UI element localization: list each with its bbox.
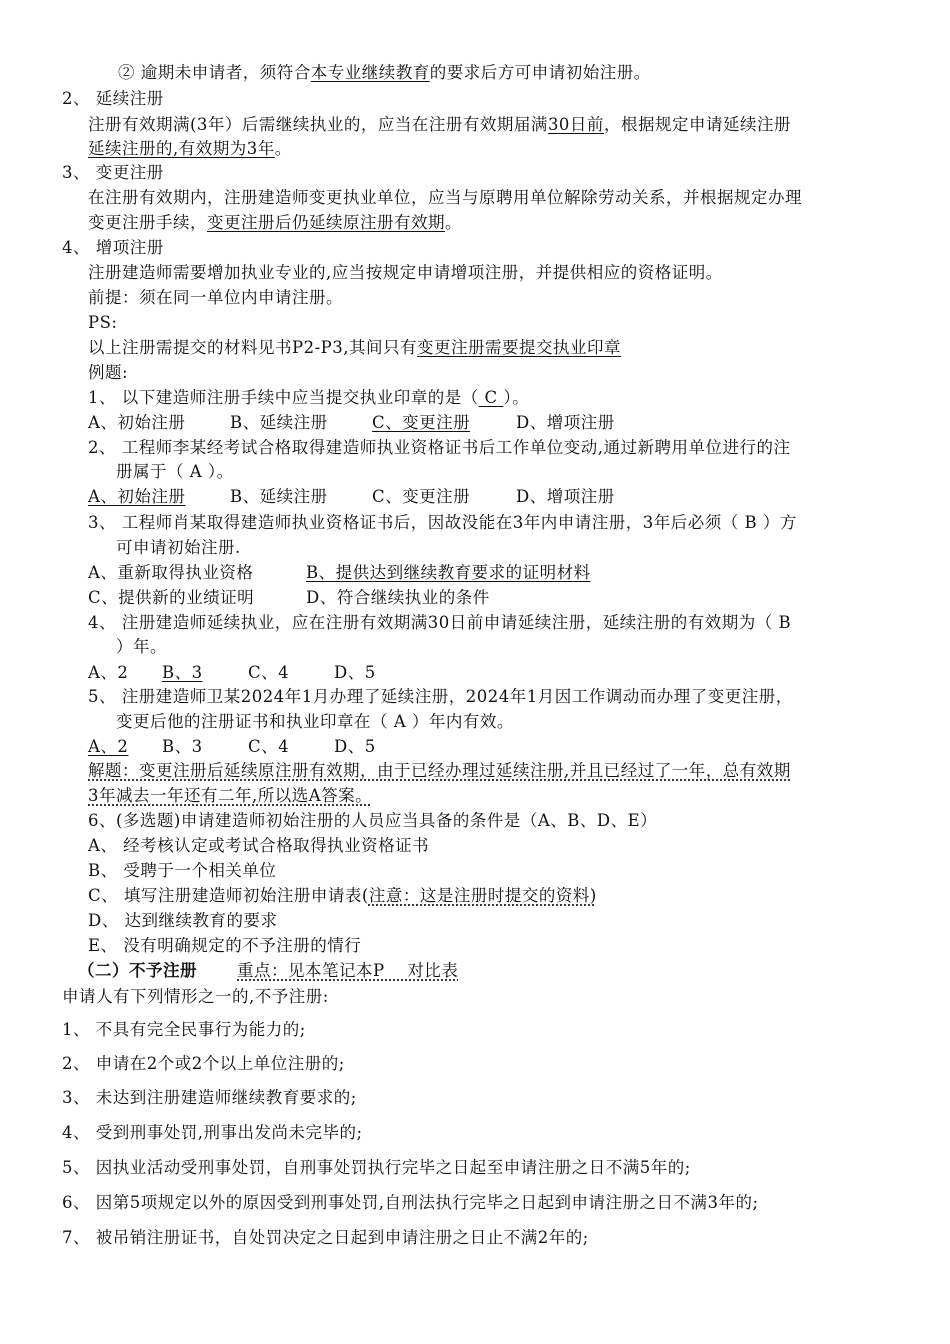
addition-line-1: 注册建造师需要增加执业专业的,应当按规定申请增项注册，并提供相应的资格证明。 bbox=[88, 263, 723, 282]
q4-option-a: A、2 bbox=[88, 663, 129, 682]
materials-text-b: 变更注册需要提交执业印章 bbox=[417, 338, 622, 357]
q3-line-2: 可申请初始注册. bbox=[116, 538, 241, 557]
q5-line-2: 变更后他的注册证书和执业印章在（ A ）年内有效。 bbox=[116, 712, 514, 731]
renewal-text-c: ，根据规定申请延续注册 bbox=[603, 115, 791, 134]
q1-stem-a: 1、 以下建造师注册手续中应当提交执业印章的是（ bbox=[88, 388, 479, 407]
q1-option-d: D、增项注册 bbox=[516, 413, 615, 432]
section-heading-change: 3、 变更注册 bbox=[62, 163, 164, 182]
renewal-line-2 bbox=[88, 138, 292, 160]
change-line-1: 在注册有效期内，注册建造师变更执业单位，应当与原聘用单位解除劳动关系，并根据规定办理 bbox=[88, 188, 802, 207]
q6-option-c bbox=[88, 885, 597, 907]
q4-line-2: ）年。 bbox=[116, 637, 167, 656]
intro-text-b: 本专业继续教育 bbox=[310, 63, 430, 82]
q3-option-d: D、符合继续执业的条件 bbox=[306, 588, 490, 607]
intro-text-a: ② 逾期未申请者，须符合 bbox=[118, 63, 311, 82]
q2-line-1: 2、 工程师李某经考试合格取得建造师执业资格证书后工作单位变动,通过新聘用单位进行的注 bbox=[88, 438, 791, 457]
q1-option-a: A、初始注册 bbox=[88, 413, 186, 432]
refusal-item-4: 4、 受到刑事处罚,刑事出发尚未完毕的; bbox=[62, 1123, 363, 1142]
q1-answer: C bbox=[478, 388, 504, 407]
example-label: 例题: bbox=[88, 363, 129, 382]
q6-stem: 6、(多选题)申请建造师初始注册的人员应当具备的条件是（A、B、D、E） bbox=[88, 811, 658, 830]
addition-line-2: 前提：须在同一单位内申请注册。 bbox=[88, 288, 343, 307]
q4-option-b: B、3 bbox=[162, 663, 203, 682]
q4-option-c: C、4 bbox=[248, 663, 290, 682]
q4-line-1: 4、 注册建造师延续执业，应在注册有效期满30日前申请延续注册，延续注册的有效期为（ B bbox=[88, 613, 792, 632]
q1-stem bbox=[88, 387, 529, 409]
change-text-c: 。 bbox=[445, 213, 462, 232]
q1-option-c: C、变更注册 bbox=[372, 413, 471, 432]
section-heading-renewal: 2、 延续注册 bbox=[62, 89, 164, 108]
q6-option-e: E、 没有明确规定的不予注册的情行 bbox=[88, 936, 362, 955]
refusal-item-6: 6、 因第5项规定以外的原因受到刑事处罚,自刑法执行完毕之日起到申请注册之日不满3年的; bbox=[62, 1193, 759, 1212]
refusal-item-3: 3、 未达到注册建造师继续教育要求的; bbox=[62, 1088, 357, 1107]
q5-option-b: B、3 bbox=[162, 737, 203, 756]
q2-option-a: A、初始注册 bbox=[88, 487, 186, 506]
q6-option-c-note: 注意：这是注册时提交的资料) bbox=[368, 886, 597, 905]
q4-option-d: D、5 bbox=[334, 663, 376, 682]
q5-option-d: D、5 bbox=[334, 737, 376, 756]
refusal-item-7: 7、 被吊销注册证书，自处罚决定之日起到申请注册之日止不满2年的; bbox=[62, 1228, 589, 1247]
renewal-text-b: 30日前 bbox=[547, 115, 604, 134]
change-line-2 bbox=[88, 212, 462, 234]
q5-option-a: A、2 bbox=[88, 737, 129, 756]
q6-option-b: B、 受聘于一个相关单位 bbox=[88, 861, 277, 880]
ps-label: PS: bbox=[88, 313, 118, 332]
q5-line-1: 5、 注册建造师卫某2024年1月办理了延续注册，2024年1月因工作调动而办理了变更注册， bbox=[88, 687, 793, 706]
q3-option-a: A、重新取得执业资格 bbox=[88, 563, 254, 582]
q3-option-b: B、提供达到继续教育要求的证明材料 bbox=[306, 563, 591, 582]
materials-line bbox=[88, 337, 621, 359]
renewal-text-f: 。 bbox=[274, 139, 292, 158]
intro-text-c: 的要求后方可申请初始注册。 bbox=[429, 63, 651, 82]
q6-option-c-text: C、 填写注册建造师初始注册申请表( bbox=[88, 886, 369, 905]
q5-explanation-2: 3年减去一年还有二年,所以选A答案。 bbox=[88, 786, 373, 805]
intro-line bbox=[118, 62, 651, 84]
section-2-intro: 申请人有下列情形之一的,不予注册: bbox=[62, 987, 329, 1006]
renewal-text-d: 延续注册的,有效期为 bbox=[88, 139, 247, 158]
q2-option-c: C、变更注册 bbox=[372, 487, 471, 506]
q5-explanation-1: 解题：变更注册后延续原注册有效期，由于已经办理过延续注册,并且已经过了一年，总有效期 bbox=[88, 761, 791, 780]
materials-text-a: 以上注册需提交的材料见书P2-P3,其间只有 bbox=[88, 338, 418, 357]
renewal-line-1 bbox=[88, 114, 791, 136]
q1-option-b: B、延续注册 bbox=[230, 413, 328, 432]
q3-line-1: 3、 工程师肖某取得建造师执业资格证书后，因故没能在3年内申请注册，3年后必须（ B ）方 bbox=[88, 513, 797, 532]
change-text-a: 变更注册手续， bbox=[88, 213, 207, 232]
q1-stem-c: ）。 bbox=[503, 388, 530, 407]
q3-option-c: C、提供新的业绩证明 bbox=[88, 588, 255, 607]
change-text-b: 变更注册后仍延续原注册有效期 bbox=[207, 213, 445, 232]
q2-line-2: 册属于（ A ）。 bbox=[116, 462, 234, 481]
q2-option-b: B、延续注册 bbox=[230, 487, 328, 506]
section-heading-addition: 4、 增项注册 bbox=[62, 238, 164, 257]
section-2-heading bbox=[78, 960, 458, 982]
refusal-item-1: 1、 不具有完全民事行为能力的; bbox=[62, 1020, 306, 1039]
refusal-item-5: 5、 因执业活动受刑事处罚，自刑事处罚执行完毕之日起至申请注册之日不满5年的; bbox=[62, 1158, 691, 1177]
refusal-item-2: 2、 申请在2个或2个以上单位注册的; bbox=[62, 1054, 345, 1073]
q2-option-d: D、增项注册 bbox=[516, 487, 615, 506]
q6-option-a: A、 经考核认定或考试合格取得执业资格证书 bbox=[88, 836, 430, 855]
section-2-title: （二）不予注册 bbox=[78, 961, 197, 980]
renewal-text-a: 注册有效期满(3年）后需继续执业的，应当在注册有效期届满 bbox=[88, 115, 548, 134]
q5-option-c: C、4 bbox=[248, 737, 290, 756]
renewal-text-e: 3年 bbox=[246, 139, 275, 158]
section-2-note: 重点：见本笔记本P 对比表 bbox=[237, 961, 459, 980]
q6-option-d: D、 达到继续教育的要求 bbox=[88, 911, 278, 930]
